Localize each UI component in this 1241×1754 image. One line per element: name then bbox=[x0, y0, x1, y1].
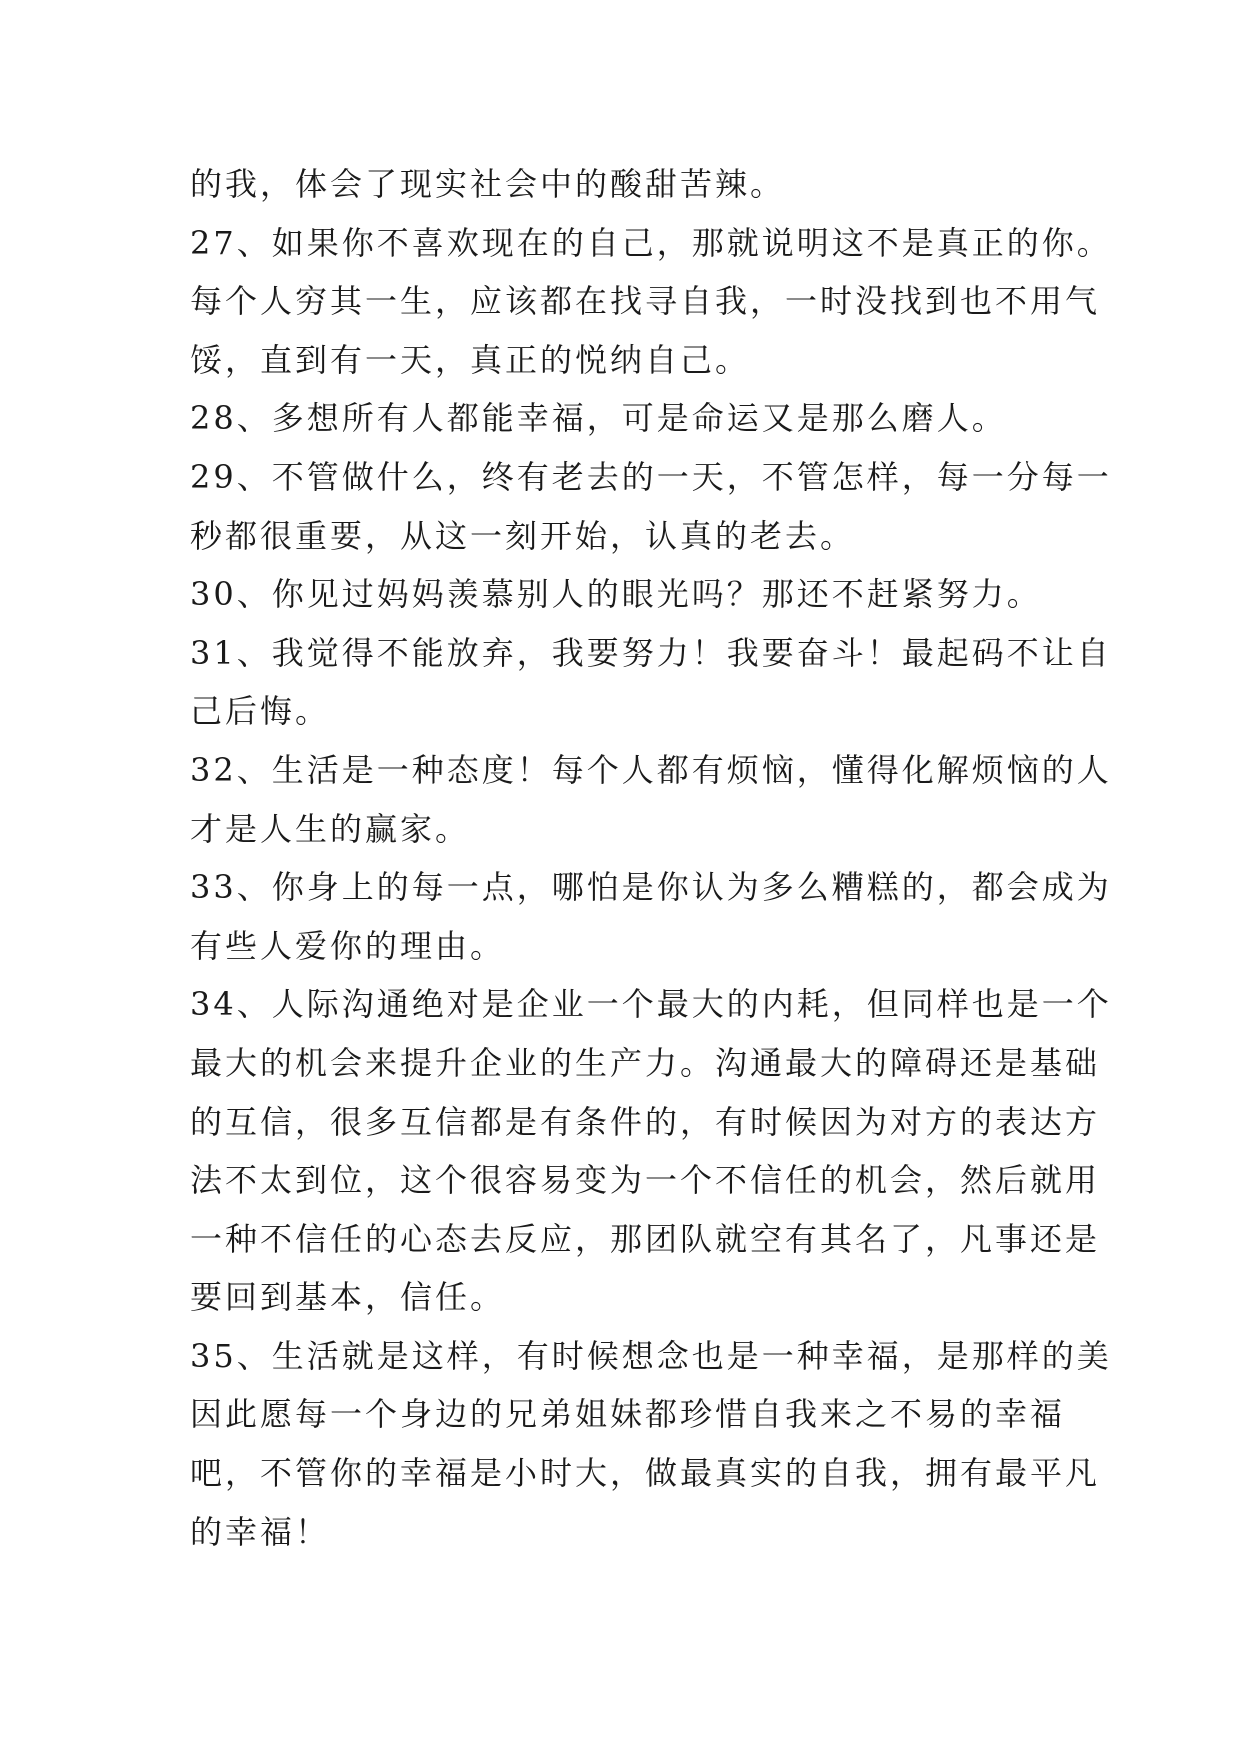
text-line: 27、如果你不喜欢现在的自己，那就说明这不是真正的你。 bbox=[190, 223, 1112, 262]
text-line: 才是人生的赢家。 bbox=[190, 809, 471, 848]
text-line: 31、我觉得不能放弃，我要努力！我要奋斗！最起码不让自 bbox=[190, 633, 1112, 672]
text-line: 法不太到位，这个很容易变为一个不信任的机会，然后就用 bbox=[190, 1161, 1101, 1200]
text-line: 最大的机会来提升企业的生产力。沟通最大的障碍还是基础 bbox=[190, 1043, 1101, 1082]
text-line: 30、你见过妈妈羡慕别人的眼光吗？那还不赶紧努力。 bbox=[190, 575, 1042, 614]
text-line: 29、不管做什么，终有老去的一天，不管怎样，每一分每一 bbox=[190, 457, 1112, 496]
text-line: 馁，直到有一天，真正的悦纳自己。 bbox=[190, 340, 751, 379]
text-line: 吧，不管你的幸福是小时大，做最真实的自我，拥有最平凡 bbox=[190, 1454, 1101, 1493]
text-line: 35、生活就是这样，有时候想念也是一种幸福，是那样的美 bbox=[190, 1336, 1112, 1375]
text-line: 32、生活是一种态度！每个人都有烦恼，懂得化解烦恼的人 bbox=[190, 750, 1112, 789]
text-line: 己后悔。 bbox=[190, 692, 331, 731]
text-line: 有些人爱你的理由。 bbox=[190, 926, 506, 965]
text-line: 要回到基本，信任。 bbox=[190, 1278, 506, 1317]
text-line: 28、多想所有人都能幸福，可是命运又是那么磨人。 bbox=[190, 399, 1007, 438]
text-line: 秒都很重要，从这一刻开始，认真的老去。 bbox=[190, 516, 856, 555]
text-line: 的幸福！ bbox=[190, 1512, 331, 1551]
document-body bbox=[190, 155, 1112, 1561]
text-line: 33、你身上的每一点，哪怕是你认为多么糟糕的，都会成为 bbox=[190, 868, 1112, 907]
text-line: 每个人穷其一生，应该都在找寻自我，一时没找到也不用气 bbox=[190, 282, 1101, 321]
text-line: 34、人际沟通绝对是企业一个最大的内耗，但同样也是一个 bbox=[190, 985, 1112, 1024]
text-line: 的互信，很多互信都是有条件的，有时候因为对方的表达方 bbox=[190, 1102, 1101, 1141]
text-line: 因此愿每一个身边的兄弟姐妹都珍惜自我来之不易的幸福 bbox=[190, 1395, 1066, 1434]
text-line: 一种不信任的心态去反应，那团队就空有其名了，凡事还是 bbox=[190, 1219, 1101, 1258]
text-line: 的我，体会了现实社会中的酸甜苦辣。 bbox=[190, 165, 786, 203]
